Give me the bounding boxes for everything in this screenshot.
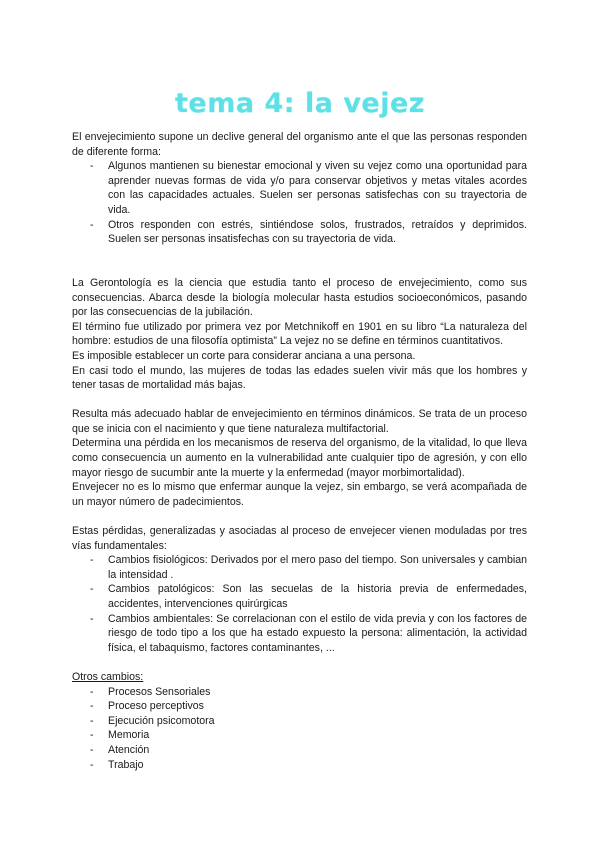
document-body — [72, 130, 527, 772]
otros-cambios-heading: Otros cambios: — [72, 670, 144, 683]
envejecer-paragraph: Envejecer no es lo mismo que enfermar aunque la vejez, sin embargo, se verá acompañada de un mayor número de padecimientos. — [72, 481, 527, 508]
list-item: - Memoria — [72, 728, 527, 743]
list-item: - Cambios patológicos: Son las secuelas de la historia previa de enfermedades, accidentes, intervenciones quirúrgicas — [72, 582, 527, 611]
metchnikoff-paragraph: El término fue utilizado por primera vez por Metchnikoff en 1901 en su libro “La naturaleza del hombre: estudios de una filosofía optimista” La vejez no se define en términos cuantitativos. — [72, 320, 527, 348]
intro-list — [72, 159, 527, 247]
perdida-paragraph: Determina una pérdida en los mecanismos de reserva del organismo, de la vitalidad, lo que lleva como consecuencia un aumento en la vulnerabilidad ante cualquier tipo de agresión, y con ello mayor riesgo de sucumbir ante la muerte y la enfermedad (mayor morbimortalidad). — [72, 437, 527, 479]
list-item: - Trabajo — [72, 758, 527, 773]
list-item: - Cambios ambientales: Se correlacionan con el estilo de vida previa y con los factores de riesgo de todo tipo a los que ha estado expuesto la persona: alimentación, la actividad física, el tabaquismo, factores contaminantes, ... — [72, 612, 527, 656]
perdidas-paragraph: Estas pérdidas, generalizadas y asociadas al proceso de envejecer vienen moduladas por tres vías fundamentales: — [72, 525, 527, 552]
page-title: tema 4: la vejez — [174, 88, 426, 119]
intro-paragraph: El envejecimiento supone un declive general del organismo ante el que las personas responden de diferente forma: — [72, 131, 527, 158]
list-item: - Algunos mantienen su bienestar emocional y viven su vejez como una oportunidad para aprender nuevas formas de vida y/o para conservar objetivos y metas vitales acordes con las capacidades actuales. Suelen ser personas satisfechas con su trayectoria de vida. — [72, 159, 527, 217]
list-item: - Cambios fisiológicos: Derivados por el mero paso del tiempo. Son universales y cambian la intensidad . — [72, 553, 527, 582]
list-item: - Atención — [72, 743, 527, 758]
list-item: - Ejecución psicomotora — [72, 714, 527, 729]
list-item: - Procesos Sensoriales — [72, 685, 527, 700]
otros-cambios-list — [72, 685, 527, 773]
mujeres-paragraph: En casi todo el mundo, las mujeres de todas las edades suelen vivir más que los hombres y tener tasas de mortalidad más bajas. — [72, 364, 527, 392]
gerontologia-paragraph: La Gerontología es la ciencia que estudia tanto el proceso de envejecimiento, como sus consecuencias. Abarca desde la biología molecular hasta estudios socioeconómicos, pasando por las consecuencias de la jubilación. — [72, 276, 527, 319]
list-item: - Proceso perceptivos — [72, 699, 527, 714]
corte-paragraph: Es imposible establecer un corte para considerar anciana a una persona. — [72, 349, 416, 362]
dinamica-paragraph: Resulta más adecuado hablar de envejecimiento en términos dinámicos. Se trata de un proceso que se inicia con el nacimiento y que tiene naturaleza multifactorial. — [72, 408, 527, 435]
list-item: - Otros responden con estrés, sintiéndose solos, frustrados, retraídos y deprimidos. Suelen ser personas insatisfechas con su trayectoria de vida. — [72, 218, 527, 247]
cambios-list — [72, 553, 527, 655]
